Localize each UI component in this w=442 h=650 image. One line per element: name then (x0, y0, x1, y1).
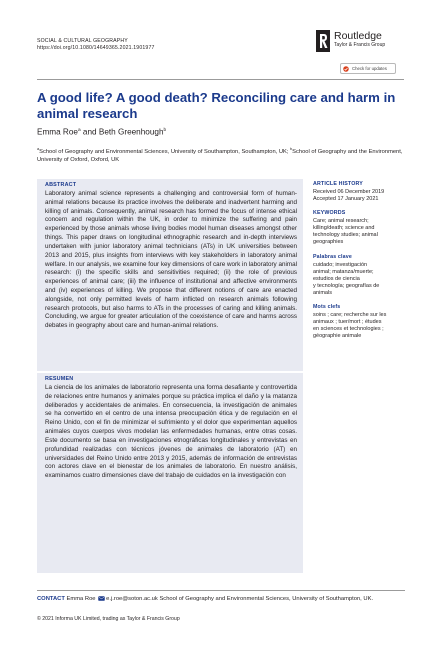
affiliation-a: School of Geography and Environmental Sciences, University of Southampton, Southampton, UK; (39, 148, 289, 155)
publisher-name: Routledge (334, 30, 382, 42)
author-name[interactable]: Beth Greenhough (98, 127, 164, 137)
affiliations (37, 145, 407, 164)
article-title: A good life? A good death? Reconciling care and harm in animal research (37, 90, 396, 121)
article-metadata-sidebar (313, 181, 409, 347)
affil-marker: b (290, 147, 293, 151)
article-history-heading: ARTICLE HISTORY (313, 181, 363, 187)
author-conjunction: and (82, 127, 97, 137)
keywords-line: killing/death; science and (313, 225, 375, 232)
author-name[interactable]: Emma Roe (37, 127, 78, 137)
check-for-updates-button[interactable] (340, 63, 396, 74)
contact-note (37, 595, 405, 603)
contact-name: Emma Roe (66, 596, 96, 602)
check-for-updates-label: Check for updates (352, 66, 387, 71)
abstract-heading: ABSTRACT (45, 182, 77, 188)
doi-link[interactable]: https://doi.org/10.1080/14649365.2021.1901977 (37, 45, 155, 51)
publisher-logo (316, 30, 385, 52)
author-affil-marker: b (163, 128, 167, 133)
mots-line: en sciences et technologies ; (313, 326, 384, 333)
author-affil-marker: a (77, 128, 81, 133)
palabras-line: y tecnología; geografías de (313, 282, 380, 289)
footer-divider (37, 590, 405, 591)
resumen-heading: RESUMEN (45, 376, 74, 382)
mots-line: animaux ; tuer/mort ; études (313, 319, 382, 326)
keywords-line: Care; animal research; (313, 218, 369, 225)
keywords-line: geographies (313, 239, 344, 246)
keywords-heading: KEYWORDS (313, 210, 346, 217)
affiliation-b: School of Geography and the Environment, University of Oxford, Oxford, UK (37, 148, 403, 163)
palabras-line: animals (313, 289, 332, 296)
keywords-line: technology studies; animal (313, 232, 378, 239)
resumen-text: La ciencia de los animales de laboratorio representa una forma desafiante y controvertida de relaciones entre humanos y animales porque su práctica implica el daño y la matanza deliberados y accidentales de animales. En consecuencia, la investigación de animales se ha convertido en el centro de una intensa preocupación ética y de regulación en el Reino Unido, con el fin de minimizar el sufrimiento y el dolor que experimentan aquellos animales cuyos cuerpos vivos modelan las enfermedades humanas, entre otras cosas. Este documento se basa en investigaciones etnográficas longitudinales y entrevistas en profundidad realizadas con técnicos jóvenes de animales de laboratorio (AT) en universidades del Reino Unido entre 2013 y 2015, además de información de entrevistas con actores clave en el bienestar de los animales de laboratorio. En nuestro análisis, examinamos cuatro dimensiones clave del trabajo de cuidados en la investigación con (45, 384, 297, 480)
publisher-subtitle: Taylor & Francis Group (334, 42, 386, 48)
received-date: Received 06 December 2019 (313, 189, 385, 195)
mots-line: soins ; care; recherche sur les (313, 312, 387, 319)
palabras-line: estudios de ciencia (313, 275, 360, 282)
contact-email-link[interactable]: e.j.roe@soton.ac.uk (106, 596, 158, 602)
mots-line: géographie animale (313, 333, 362, 340)
journal-header (37, 38, 155, 52)
email-icon (98, 596, 105, 601)
affil-marker: a (37, 147, 40, 151)
contact-label: CONTACT (37, 596, 65, 602)
contact-affiliation: School of Geography and Environmental Sciences, University of Southampton, UK. (159, 596, 374, 602)
routledge-logo-icon (316, 30, 330, 52)
journal-name: SOCIAL & CULTURAL GEOGRAPHY (37, 38, 128, 44)
update-badge-icon (343, 66, 349, 72)
author-list (37, 126, 166, 138)
resumen-box (37, 373, 303, 573)
header-divider (37, 79, 404, 80)
palabras-clave-heading: Palabras clave (313, 253, 352, 260)
accepted-date: Accepted 17 January 2021 (313, 196, 379, 203)
abstract-box (37, 179, 303, 371)
palabras-line: cuidado; investigación (313, 261, 368, 268)
mots-clefs-heading: Mots clefs (313, 304, 341, 311)
copyright-notice: © 2021 Informa UK Limited, trading as Taylor & Francis Group (37, 616, 180, 622)
abstract-text: Laboratory animal science represents a challenging and controversial form of human-animal relations because its practice involves the deliberate and inadvertent harming and killing of animals. Consequently, animal research has formed the focus of intense ethical concern and regulation within the UK, in order to minimize the suffering and pain experienced by those animals whose living bodies model human diseases amongst other things. This paper draws on longitudinal ethnographic research and in-depth interviews undertaken with junior laboratory animal technicians (ATs) in UK universities between 2013 and 2015, plus insights from interviews with key stakeholders in laboratory animal welfare. In our analysis, we examine four key dimensions of care work in laboratory animal research: (i) the specific skills and sensitivities required; (ii) the role of previous experiences of animal care; (iii) the influence of institutional and affective environments and (iv) experiences of killing. We propose that different notions of care are enacted alongside, not only permitted levels of harm inflicted on research animals following research protocols, but also harms to ATs in the processes of caring and killing animals. Concluding, we argue for greater articulation of the coexistence of care and harms across debates in geography about care and human-animal relations. (45, 190, 297, 330)
palabras-line: animal; matanza/muerte; (313, 268, 374, 275)
